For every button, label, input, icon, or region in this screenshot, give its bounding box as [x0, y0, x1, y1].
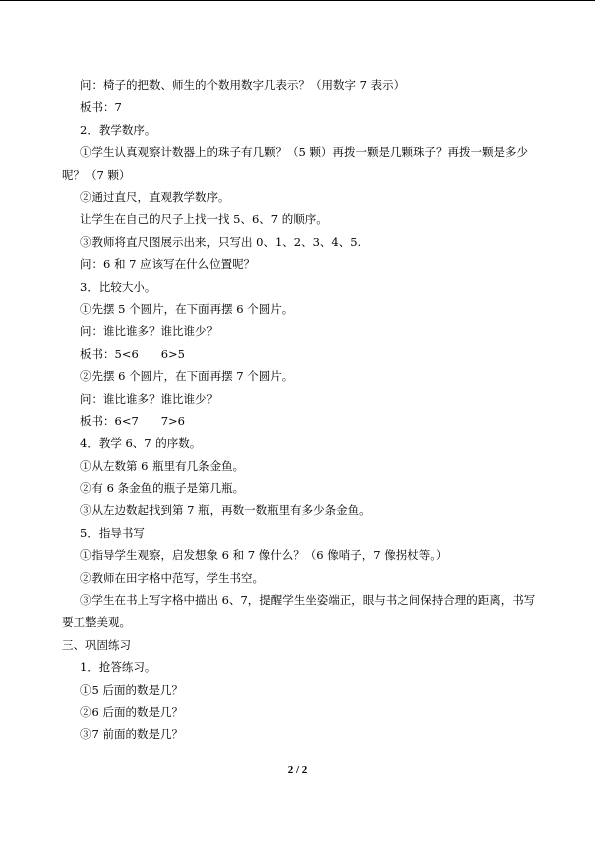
- paragraph-line: ②通过直尺，直观教学数序。: [80, 189, 230, 204]
- chapter-heading: 三、巩固练习: [62, 637, 131, 652]
- document-body: [62, 74, 540, 746]
- section-heading: 1．抢答练习。: [80, 660, 157, 675]
- paragraph-line: ①学生认真观察计数器上的珠子有几颗？（5 颗）再拨一颗是几颗珠子？再拨一颗是多少呢？（7 颗）: [62, 145, 528, 182]
- paragraph-line: 问：谁比谁多？谁比谁少？: [80, 324, 218, 339]
- paragraph-line: ①5 后面的数是几？: [80, 682, 183, 697]
- paragraph-line: 让学生在自己的尺子上找一找 5、6、7 的顺序。: [80, 212, 328, 227]
- paragraph-line: ②教师在田字格中范写，学生书空。: [80, 570, 264, 585]
- paragraph-line: ②有 6 条金鱼的瓶子是第几瓶。: [80, 481, 245, 496]
- board-writing-line: 板书：5<6 6>5: [80, 346, 185, 361]
- paragraph-line: ③学生在书上写字格中描出 6、7，提醒学生坐姿端正，眼与书之间保持合理的距离，书写要工整美观。: [62, 593, 536, 630]
- paragraph-line: ①从左数第 6 瓶里有几条金鱼。: [80, 458, 245, 473]
- top-rule: [0, 0, 595, 1]
- paragraph-line: 问：椅子的把数、师生的个数用数字几表示？（用数字 7 表示）: [80, 78, 406, 92]
- paragraph-line: ②6 后面的数是几？: [80, 705, 183, 719]
- board-writing-line: 板书：6<7 7>6: [80, 413, 185, 428]
- section-heading: 4．教学 6、7 的序数。: [80, 436, 202, 451]
- paragraph-line: 问：6 和 7 应该写在什么位置呢？: [80, 257, 256, 272]
- paragraph-line: ③从左边数起找到第 7 瓶，再数一数瓶里有多少条金鱼。: [80, 503, 371, 518]
- section-heading: 3．比较大小。: [80, 279, 157, 294]
- paragraph-line: ①指导学生观察，启发想象 6 和 7 像什么？（6 像哨子，7 像拐杖等。）: [80, 548, 448, 563]
- paragraph-line: ①先摆 5 个圆片，在下面再摆 6 个圆片。: [80, 301, 294, 316]
- paragraph-line: ②先摆 6 个圆片，在下面再摆 7 个圆片。: [80, 369, 294, 384]
- page-number: 2 / 2: [287, 764, 308, 776]
- paragraph-line: 问：谁比谁多？谁比谁少？: [80, 391, 218, 406]
- section-heading: 2．教学数序。: [80, 122, 157, 137]
- paragraph-line: ③7 前面的数是几？: [80, 727, 183, 742]
- section-heading: 5．指导书写: [80, 525, 145, 540]
- paragraph-line: 板书：7: [80, 100, 122, 115]
- paragraph-line: ③教师将直尺图展示出来，只写出 0、1、2、3、4、5.: [80, 234, 362, 249]
